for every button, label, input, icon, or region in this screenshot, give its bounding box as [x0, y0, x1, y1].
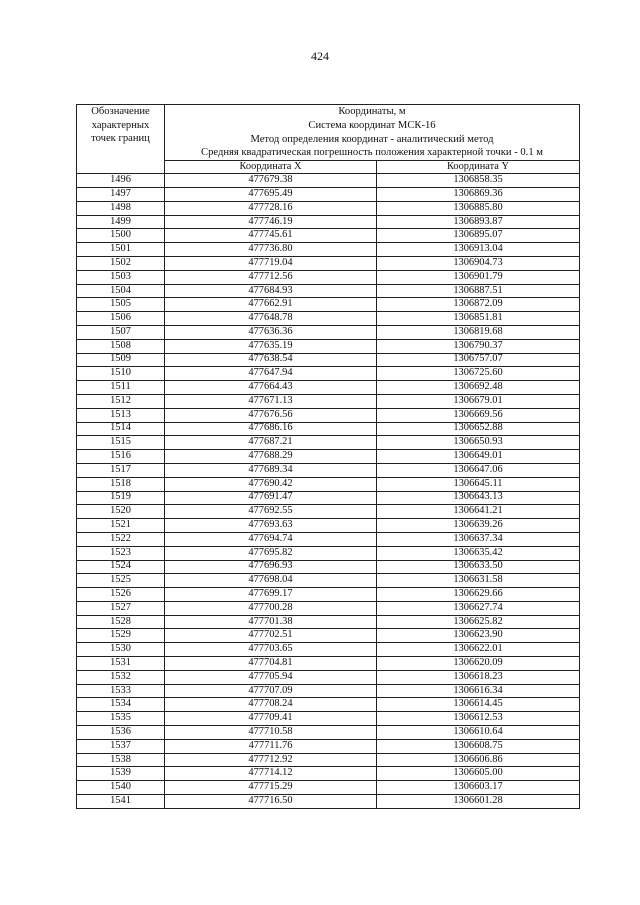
coordinate-y-cell: 1306893.87	[377, 215, 580, 229]
point-number-cell: 1515	[77, 436, 165, 450]
coordinate-x-cell: 477647.94	[165, 367, 377, 381]
point-number-cell: 1521	[77, 519, 165, 533]
point-number-cell: 1501	[77, 243, 165, 257]
point-number-cell: 1536	[77, 726, 165, 740]
point-designation-header	[77, 105, 165, 174]
coordinate-y-cell: 1306650.93	[377, 436, 580, 450]
point-label-line: характерных	[91, 119, 150, 131]
coordinate-x-cell: 477745.61	[165, 229, 377, 243]
coordinate-y-cell: 1306610.64	[377, 726, 580, 740]
coordinate-x-cell: 477662.91	[165, 298, 377, 312]
point-number-cell: 1528	[77, 615, 165, 629]
coordinate-y-cell: 1306612.53	[377, 712, 580, 726]
table-row	[77, 546, 580, 560]
coordinate-x-cell: 477728.16	[165, 201, 377, 215]
table-row	[77, 381, 580, 395]
table-row	[77, 408, 580, 422]
table-row	[77, 394, 580, 408]
coordinate-y-cell: 1306605.00	[377, 767, 580, 781]
point-number-cell: 1535	[77, 712, 165, 726]
coordinate-x-cell: 477700.28	[165, 601, 377, 615]
table-row	[77, 187, 580, 201]
point-number-cell: 1498	[77, 201, 165, 215]
coordinate-y-cell: 1306725.60	[377, 367, 580, 381]
point-number-cell: 1497	[77, 187, 165, 201]
point-number-cell: 1500	[77, 229, 165, 243]
coordinate-x-cell: 477684.93	[165, 284, 377, 298]
table-row	[77, 684, 580, 698]
table-row	[77, 174, 580, 188]
coordinate-x-cell: 477695.82	[165, 546, 377, 560]
point-number-cell: 1534	[77, 698, 165, 712]
coordinate-y-cell: 1306858.35	[377, 174, 580, 188]
table-row	[77, 298, 580, 312]
coordinate-x-cell: 477714.12	[165, 767, 377, 781]
coordinate-y-cell: 1306851.81	[377, 312, 580, 326]
coordinate-y-cell: 1306869.36	[377, 187, 580, 201]
coordinate-x-cell: 477712.56	[165, 270, 377, 284]
table-row	[77, 657, 580, 671]
coordinate-y-cell: 1306620.09	[377, 657, 580, 671]
table-row	[77, 450, 580, 464]
point-number-cell: 1514	[77, 422, 165, 436]
table-row	[77, 436, 580, 450]
coordinate-y-cell: 1306652.88	[377, 422, 580, 436]
table-row	[77, 519, 580, 533]
coordinate-x-cell: 477686.16	[165, 422, 377, 436]
coordinate-x-cell: 477696.93	[165, 560, 377, 574]
coordinate-x-cell: 477703.65	[165, 643, 377, 657]
point-number-cell: 1499	[77, 215, 165, 229]
point-number-cell: 1504	[77, 284, 165, 298]
coordinate-y-cell: 1306625.82	[377, 615, 580, 629]
table-row	[77, 256, 580, 270]
coordinate-y-cell: 1306790.37	[377, 339, 580, 353]
coordinate-y-cell: 1306872.09	[377, 298, 580, 312]
coordinate-y-cell: 1306819.68	[377, 325, 580, 339]
point-number-cell: 1511	[77, 381, 165, 395]
table-row	[77, 781, 580, 795]
coordinate-y-cell: 1306643.13	[377, 491, 580, 505]
coordinate-x-cell: 477699.17	[165, 588, 377, 602]
coordinate-y-cell: 1306629.66	[377, 588, 580, 602]
coordinate-y-cell: 1306904.73	[377, 256, 580, 270]
table-row	[77, 215, 580, 229]
point-number-cell: 1518	[77, 477, 165, 491]
coordinate-y-cell: 1306622.01	[377, 643, 580, 657]
table-row	[77, 670, 580, 684]
point-number-cell: 1533	[77, 684, 165, 698]
point-label-line: Обозначение	[91, 106, 150, 117]
table-row	[77, 588, 580, 602]
point-number-cell: 1539	[77, 767, 165, 781]
coordinate-x-cell: 477695.49	[165, 187, 377, 201]
coordinate-x-cell: 477704.81	[165, 657, 377, 671]
coordinate-y-cell: 1306669.56	[377, 408, 580, 422]
coordinate-x-cell: 477691.47	[165, 491, 377, 505]
point-number-cell: 1519	[77, 491, 165, 505]
coordinate-y-cell: 1306627.74	[377, 601, 580, 615]
page-number: 424	[311, 49, 329, 63]
coordinate-y-cell: 1306639.26	[377, 519, 580, 533]
table-row	[77, 615, 580, 629]
coordinate-x-cell: 477648.78	[165, 312, 377, 326]
coordinate-y-cell: 1306887.51	[377, 284, 580, 298]
table-row	[77, 270, 580, 284]
coordinate-y-cell: 1306637.34	[377, 532, 580, 546]
table-row	[77, 477, 580, 491]
coordinate-y-cell: 1306647.06	[377, 463, 580, 477]
coordinate-x-cell: 477676.56	[165, 408, 377, 422]
point-number-cell: 1541	[77, 795, 165, 809]
coordinate-x-cell: 477708.24	[165, 698, 377, 712]
coordinate-y-cell: 1306885.80	[377, 201, 580, 215]
table-row	[77, 532, 580, 546]
point-number-cell: 1509	[77, 353, 165, 367]
coordinate-y-cell: 1306757.07	[377, 353, 580, 367]
point-number-cell: 1538	[77, 753, 165, 767]
coordinate-y-cell: 1306895.07	[377, 229, 580, 243]
point-number-cell: 1524	[77, 560, 165, 574]
table-row	[77, 505, 580, 519]
table-row	[77, 422, 580, 436]
coordinate-x-cell: 477679.38	[165, 174, 377, 188]
mean-square-error: Средняя квадратическая погрешность положения характерной точки - 0.1 м	[201, 147, 543, 159]
point-number-cell: 1522	[77, 532, 165, 546]
point-number-cell: 1527	[77, 601, 165, 615]
point-number-cell: 1532	[77, 670, 165, 684]
coordinates-title: Координаты, м	[338, 106, 406, 117]
table-row	[77, 560, 580, 574]
point-number-cell: 1510	[77, 367, 165, 381]
coordinate-y-cell: 1306614.45	[377, 698, 580, 712]
table-row	[77, 284, 580, 298]
table-row	[77, 463, 580, 477]
coordinate-y-cell: 1306633.50	[377, 560, 580, 574]
coordinate-x-cell: 477746.19	[165, 215, 377, 229]
coordinate-y-cell: 1306641.21	[377, 505, 580, 519]
coordinate-x-cell: 477715.29	[165, 781, 377, 795]
coordinate-x-cell: 477692.55	[165, 505, 377, 519]
coordinate-x-cell: 477689.34	[165, 463, 377, 477]
table-row	[77, 767, 580, 781]
point-number-cell: 1516	[77, 450, 165, 464]
column-header-y: Координата Y	[377, 161, 580, 174]
coordinate-y-cell: 1306603.17	[377, 781, 580, 795]
point-number-cell: 1512	[77, 394, 165, 408]
coordinate-y-cell: 1306645.11	[377, 477, 580, 491]
coordinate-x-cell: 477698.04	[165, 574, 377, 588]
coordinate-y-cell: 1306635.42	[377, 546, 580, 560]
coordinate-x-cell: 477694.74	[165, 532, 377, 546]
coordinate-x-cell: 477688.29	[165, 450, 377, 464]
point-number-cell: 1526	[77, 588, 165, 602]
point-number-cell: 1506	[77, 312, 165, 326]
point-number-cell: 1517	[77, 463, 165, 477]
table-row	[77, 601, 580, 615]
table-row	[77, 353, 580, 367]
coordinate-x-cell: 477716.50	[165, 795, 377, 809]
coordinate-x-cell: 477705.94	[165, 670, 377, 684]
table-row	[77, 698, 580, 712]
coordinates-header	[165, 105, 580, 161]
point-number-cell: 1531	[77, 657, 165, 671]
table-row	[77, 491, 580, 505]
point-number-cell: 1507	[77, 325, 165, 339]
table-row	[77, 367, 580, 381]
table-row	[77, 201, 580, 215]
point-number-cell: 1505	[77, 298, 165, 312]
coordinate-system: Система координат МСК-16	[308, 119, 436, 131]
table-row	[77, 629, 580, 643]
table-row	[77, 574, 580, 588]
coordinate-y-cell: 1306692.48	[377, 381, 580, 395]
coordinate-x-cell: 477687.21	[165, 436, 377, 450]
coordinate-x-cell: 477635.19	[165, 339, 377, 353]
coordinate-x-cell: 477710.58	[165, 726, 377, 740]
point-number-cell: 1530	[77, 643, 165, 657]
point-number-cell: 1520	[77, 505, 165, 519]
coordinate-x-cell: 477709.41	[165, 712, 377, 726]
table-row	[77, 229, 580, 243]
coordinate-y-cell: 1306606.86	[377, 753, 580, 767]
column-header-x: Координата X	[165, 161, 377, 174]
point-number-cell: 1503	[77, 270, 165, 284]
table-row	[77, 643, 580, 657]
coordinate-y-cell: 1306623.90	[377, 629, 580, 643]
point-label-line: точек границ	[91, 133, 150, 144]
table-row	[77, 712, 580, 726]
coordinate-y-cell: 1306601.28	[377, 795, 580, 809]
coordinates-table	[76, 104, 580, 809]
point-number-cell: 1540	[77, 781, 165, 795]
table-row	[77, 325, 580, 339]
point-number-cell: 1537	[77, 739, 165, 753]
coordinate-y-cell: 1306616.34	[377, 684, 580, 698]
coordinate-y-cell: 1306618.23	[377, 670, 580, 684]
point-number-cell: 1525	[77, 574, 165, 588]
coordinate-y-cell: 1306901.79	[377, 270, 580, 284]
coordinate-x-cell: 477636.36	[165, 325, 377, 339]
table-row	[77, 243, 580, 257]
point-number-cell: 1496	[77, 174, 165, 188]
coordinate-x-cell: 477736.80	[165, 243, 377, 257]
point-number-cell: 1523	[77, 546, 165, 560]
coordinate-x-cell: 477712.92	[165, 753, 377, 767]
coordinate-x-cell: 477707.09	[165, 684, 377, 698]
table-row	[77, 739, 580, 753]
table-row	[77, 339, 580, 353]
coordinate-x-cell: 477719.04	[165, 256, 377, 270]
coordinate-x-cell: 477702.51	[165, 629, 377, 643]
coordinate-y-cell: 1306631.58	[377, 574, 580, 588]
point-number-cell: 1502	[77, 256, 165, 270]
table-row	[77, 312, 580, 326]
determination-method: Метод определения координат - аналитический метод	[250, 133, 494, 145]
coordinate-x-cell: 477690.42	[165, 477, 377, 491]
coordinate-y-cell: 1306913.04	[377, 243, 580, 257]
point-number-cell: 1513	[77, 408, 165, 422]
coordinate-x-cell: 477638.54	[165, 353, 377, 367]
point-number-cell: 1529	[77, 629, 165, 643]
coordinate-x-cell: 477671.13	[165, 394, 377, 408]
coordinate-x-cell: 477701.38	[165, 615, 377, 629]
coordinate-x-cell: 477664.43	[165, 381, 377, 395]
coordinate-x-cell: 477711.76	[165, 739, 377, 753]
coordinate-y-cell: 1306649.01	[377, 450, 580, 464]
coordinate-y-cell: 1306608.75	[377, 739, 580, 753]
coordinate-y-cell: 1306679.01	[377, 394, 580, 408]
table-row	[77, 753, 580, 767]
table-row	[77, 726, 580, 740]
table-row	[77, 795, 580, 809]
coordinate-x-cell: 477693.63	[165, 519, 377, 533]
point-number-cell: 1508	[77, 339, 165, 353]
